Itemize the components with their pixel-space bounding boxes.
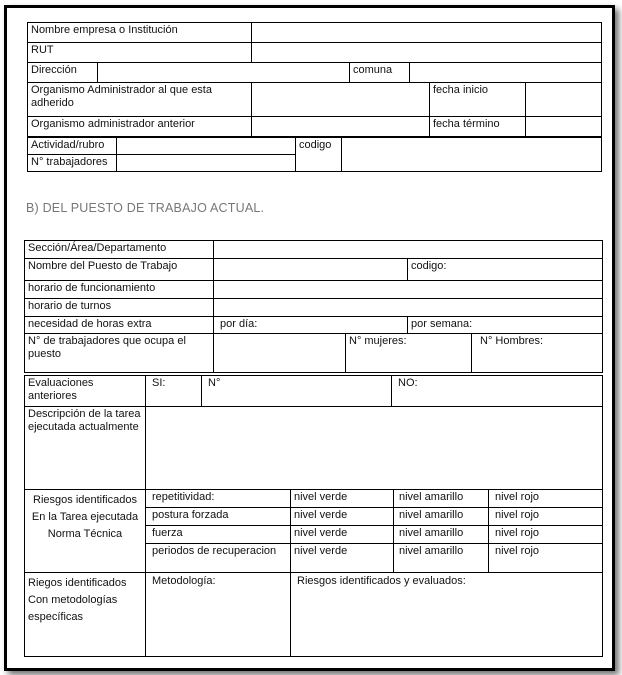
- label-organismo-anterior: Organismo administrador anterior: [27, 116, 252, 137]
- label-evaluaciones: Evaluaciones anteriores: [24, 375, 146, 407]
- risk-level-verde[interactable]: nivel verde: [290, 507, 394, 526]
- risk-factor: repetitividad:: [145, 489, 291, 508]
- label-descripcion: Descripción de la tarea ejecutada actualmente: [24, 406, 146, 490]
- field-seccion[interactable]: [213, 240, 603, 259]
- field-nombre-empresa[interactable]: [251, 22, 602, 43]
- risk-level-rojo[interactable]: nivel rojo: [488, 507, 603, 526]
- field-horario-funcionamiento[interactable]: [213, 280, 603, 299]
- label-riesgos-metodologias: Riegos identificados Con metodologías específicas: [24, 572, 146, 657]
- label-n-trabajadores: N° trabajadores: [27, 154, 117, 172]
- risk-level-rojo[interactable]: nivel rojo: [488, 525, 603, 544]
- risk-level-rojo[interactable]: nivel rojo: [488, 543, 603, 573]
- field-rut[interactable]: [251, 42, 602, 63]
- label-codigo: codigo: [295, 137, 342, 172]
- field-por-semana[interactable]: por semana:: [407, 316, 603, 334]
- field-codigo-puesto[interactable]: codigo:: [407, 258, 603, 281]
- field-organismo-anterior[interactable]: [251, 116, 430, 137]
- label-rut: RUT: [27, 42, 252, 63]
- field-n-trabajadores[interactable]: [116, 154, 296, 172]
- field-n-mujeres[interactable]: N° mujeres:: [345, 333, 472, 373]
- field-metodologia[interactable]: Metodología:: [145, 572, 291, 657]
- field-comuna[interactable]: [409, 62, 602, 83]
- field-por-dia[interactable]: por día:: [213, 316, 408, 334]
- risk-level-verde[interactable]: nivel verde: [290, 525, 394, 544]
- field-organismo-admin[interactable]: [251, 82, 430, 117]
- field-descripcion[interactable]: [145, 406, 603, 490]
- label-horas-extra: necesidad de horas extra: [24, 316, 214, 334]
- section-b-heading: B) DEL PUESTO DE TRABAJO ACTUAL.: [26, 201, 265, 215]
- field-n-trabajadores-puesto[interactable]: [213, 333, 346, 373]
- label-riesgos-norma: Riesgos identificados En la Tarea ejecutada Norma Técnica: [24, 489, 146, 573]
- label-horario-funcionamiento: horario de funcionamiento: [24, 280, 214, 299]
- risk-level-rojo[interactable]: nivel rojo: [488, 489, 603, 508]
- label-fecha-termino: fecha término: [429, 116, 526, 137]
- risk-level-amarillo[interactable]: nivel amarillo: [393, 543, 489, 573]
- field-n-evaluaciones[interactable]: N°: [201, 375, 392, 407]
- risk-factor: periodos de recuperacion: [145, 543, 291, 573]
- field-direccion[interactable]: [97, 62, 350, 83]
- label-nombre-puesto: Nombre del Puesto de Trabajo: [24, 258, 214, 281]
- label-fecha-inicio: fecha inicio: [429, 82, 526, 117]
- risk-level-amarillo[interactable]: nivel amarillo: [393, 507, 489, 526]
- field-si[interactable]: SI:: [145, 375, 202, 407]
- field-codigo[interactable]: [341, 137, 602, 172]
- risk-level-amarillo[interactable]: nivel amarillo: [393, 525, 489, 544]
- label-n-trabajadores-puesto: N° de trabajadores que ocupa el puesto: [24, 333, 214, 373]
- risk-factor: postura forzada: [145, 507, 291, 526]
- field-nombre-puesto[interactable]: [213, 258, 408, 281]
- label-horario-turnos: horario de turnos: [24, 298, 214, 317]
- risk-factor: fuerza: [145, 525, 291, 544]
- field-n-hombres[interactable]: N° Hombres:: [471, 333, 603, 373]
- label-direccion: Dirección: [27, 62, 98, 83]
- label-comuna: comuna: [349, 62, 410, 83]
- label-seccion: Sección/Área/Departamento: [24, 240, 214, 259]
- field-riesgos-evaluados[interactable]: Riesgos identificados y evaluados:: [290, 572, 603, 657]
- field-fecha-inicio[interactable]: [525, 82, 602, 117]
- label-actividad: Actividad/rubro: [27, 137, 117, 155]
- field-horario-turnos[interactable]: [213, 298, 603, 317]
- field-no[interactable]: NO:: [391, 375, 603, 407]
- label-organismo-admin: Organismo Administrador al que esta adherido: [27, 82, 252, 117]
- risk-level-amarillo[interactable]: nivel amarillo: [393, 489, 489, 508]
- label-nombre-empresa: Nombre empresa o Institución: [27, 22, 252, 43]
- field-actividad[interactable]: [116, 137, 296, 155]
- risk-level-verde[interactable]: nivel verde: [290, 489, 394, 508]
- risk-level-verde[interactable]: nivel verde: [290, 543, 394, 573]
- field-fecha-termino[interactable]: [525, 116, 602, 137]
